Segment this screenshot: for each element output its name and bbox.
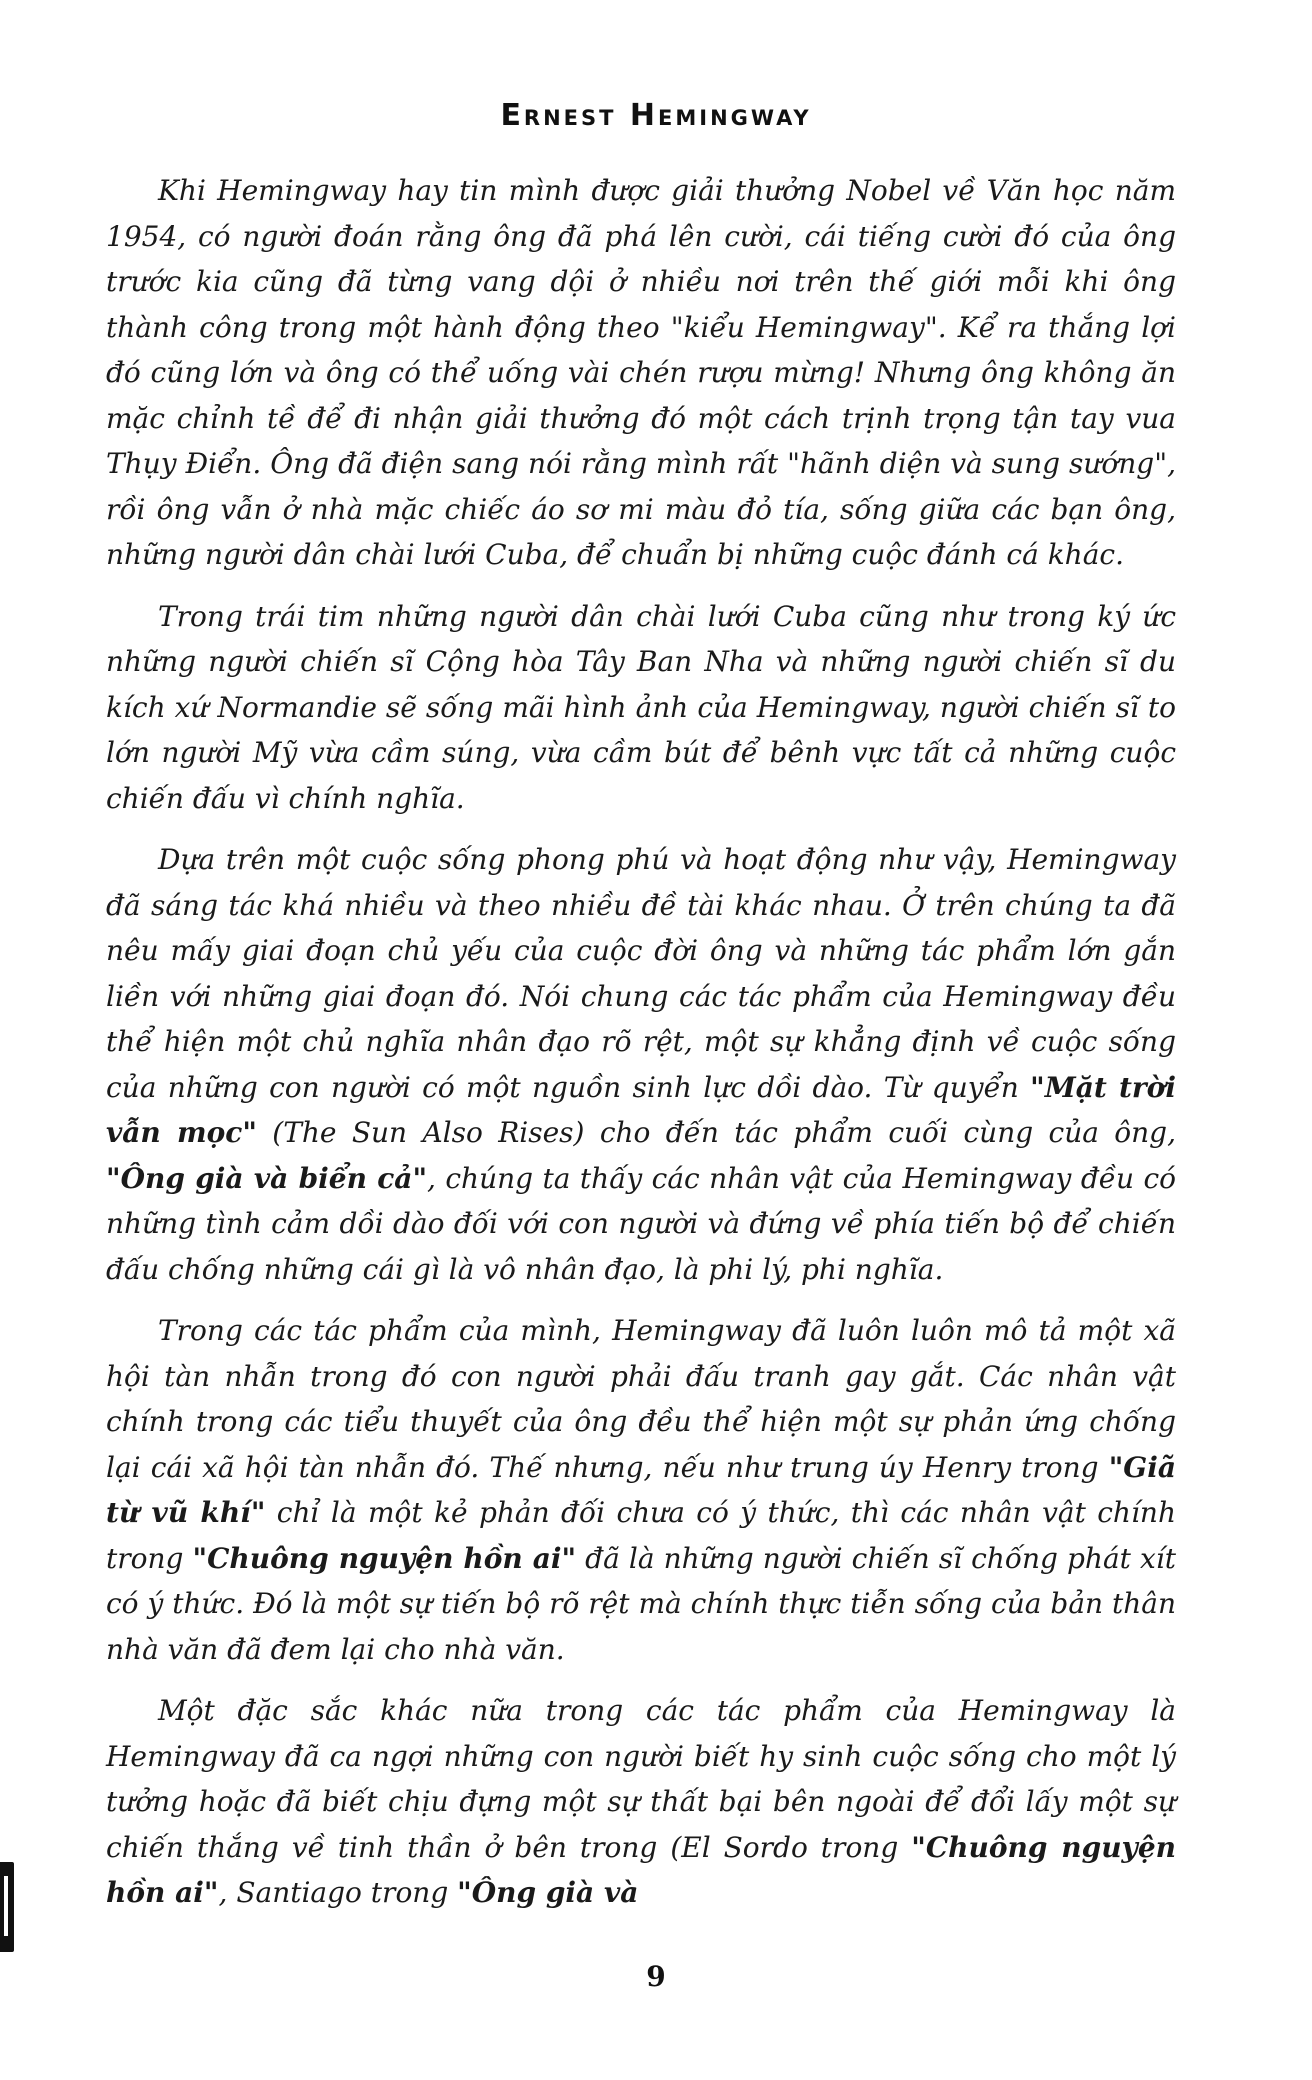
paragraph-text: đã là những người chiến sĩ chống phát xít có ý thức. Đó là một sự tiến bộ rõ rệt mà chính thực tiễn sống của bản thân nhà văn đã đem lại cho nhà văn. [106,1541,1177,1666]
book-title-text: "Chuông nguyện hồn ai" [192,1541,577,1575]
paragraph-text: chỉ là một kẻ phản đối chưa có ý thức, thì các nhân vật chính trong [106,1496,1176,1575]
edge-thumb-mark [0,1862,14,1952]
page-number: 9 [646,1960,666,1993]
book-title-text: "Chuông nguyện hồn ai" [106,1830,1176,1909]
book-title-text: "Giã từ vũ khí" [106,1450,1176,1529]
running-header: Ernest Hemingway [500,98,812,133]
paragraph [106,168,1176,578]
paragraph-text: Một đặc sắc khác nữa trong các tác phẩm của Hemingway là Hemingway đã ca ngợi những con người biết hy sinh cuộc sống cho một lý tưởng hoặc đã biết chịu đựng một sự thất bại bên ngoài để đổi lấy một sự chiến thắng về tinh thần ở bên trong (El Sordo trong [106,1694,1176,1864]
book-title-text: "Ông già và [457,1876,639,1909]
paragraph-text: (The Sun Also Rises) cho đến tác phẩm cuối cùng của ông, [256,1116,1176,1149]
paragraph-text: Dựa trên một cuộc sống phong phú và hoạt động như vậy, Hemingway đã sáng tác khá nhiều và theo nhiều đề tài khác nhau. Ở trên chúng ta đã nêu mấy giai đoạn chủ yếu của cuộc đời ông và những tác phẩm lớn gắn liền với những giai đoạn đó. Nói chung các tác phẩm của Hemingway đều thể hiện một chủ nghĩa nhân đạo rõ rệt, một sự khẳng định về cuộc sống của những con người có một nguồn sinh lực dồi dào. Từ quyển [106,843,1176,1104]
book-title-text: "Ông già và biển cả" [106,1161,428,1195]
paragraph-text: Trong các tác phẩm của mình, Hemingway đã luôn luôn mô tả một xã hội tàn nhẫn trong đó con người phải đấu tranh gay gắt. Các nhân vật chính trong các tiểu thuyết của ông đều thể hiện một sự phản ứng chống lại cái xã hội tàn nhẫn đó. Thế nhưng, nếu như trung úy Henry trong [106,1314,1176,1484]
paragraph [106,1308,1176,1672]
body-text [106,168,1176,1932]
paragraph [106,594,1176,822]
book-title-text: "Mặt trời vẫn mọc" [106,1070,1176,1149]
paragraph-text: , Santiago trong [218,1876,458,1909]
paragraph-text: , chúng ta thấy các nhân vật của Hemingway đều có những tình cảm dồi dào đối với con người và đứng về phía tiến bộ để chiến đấu chống những cái gì là vô nhân đạo, là phi lý, phi nghĩa. [106,1161,1176,1286]
paragraph-text: Khi Hemingway hay tin mình được giải thưởng Nobel về Văn học năm 1954, có người đoán rằng ông đã phá lên cười, cái tiếng cười đó của ông trước kia cũng đã từng vang dội ở nhiều nơi trên thế giới mỗi khi ông thành công trong một hành động theo "kiểu Hemingway". Kể ra thắng lợi đó cũng lớn và ông có thể uống vài chén rượu mừng! Nhưng ông không ăn mặc chỉnh tề để đi nhận giải thưởng đó một cách trịnh trọng tận tay vua Thụy Điển. Ông đã điện sang nói rằng mình rất "hãnh diện và sung sướng", rồi ông vẫn ở nhà mặc chiếc áo sơ mi màu đỏ tía, sống giữa các bạn ông, những người dân chài lưới Cuba, để chuẩn bị những cuộc đánh cá khác. [106,174,1176,571]
paragraph [106,837,1176,1292]
paragraph-text: Trong trái tim những người dân chài lưới Cuba cũng như trong ký ức những người chiến sĩ Cộng hòa Tây Ban Nha và những người chiến sĩ du kích xứ Normandie sẽ sống mãi hình ảnh của Hemingway, người chiến sĩ to lớn người Mỹ vừa cầm súng, vừa cầm bút để bênh vực tất cả những cuộc chiến đấu vì chính nghĩa. [106,599,1176,815]
paragraph [106,1688,1176,1916]
